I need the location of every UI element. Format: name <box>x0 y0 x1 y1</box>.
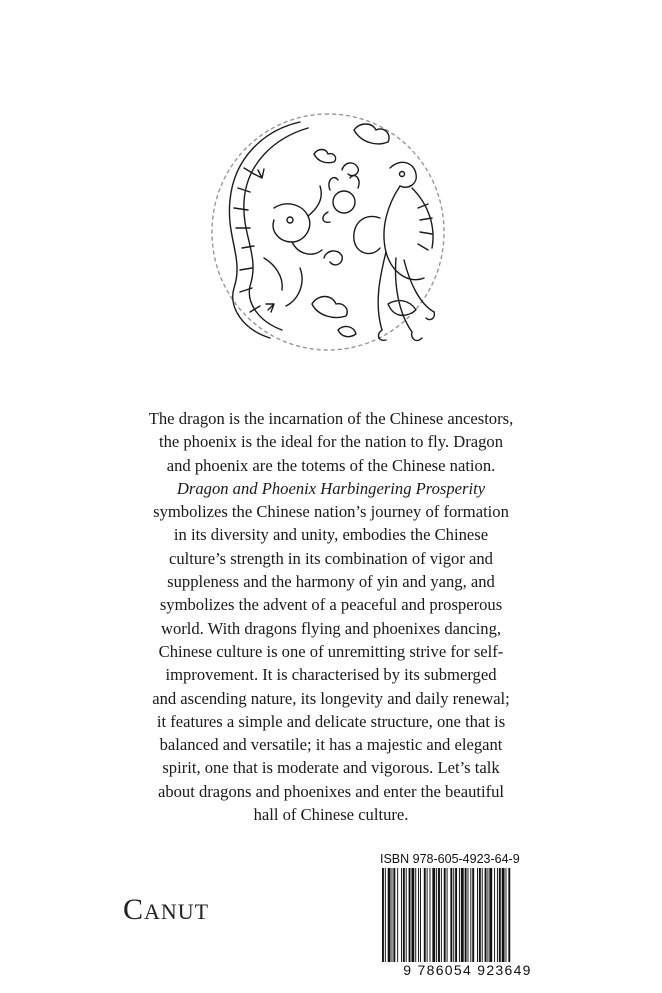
blurb-line: The dragon is the incarnation of the Chinese ancestors, <box>148 409 514 428</box>
blurb-line: about dragons and phoenixes and enter the beautiful <box>157 781 505 801</box>
blurb-line: symbolizes the advent of a peaceful and prosperous <box>159 595 503 615</box>
blurb-line: symbolizes the Chinese nation’s journey of formation <box>153 502 509 522</box>
book-title-line: Dragon and Phoenix Harbingering Prosperity <box>176 478 486 498</box>
barcode-icon <box>380 868 555 962</box>
publisher-name-rest: ANUT <box>144 899 210 924</box>
barcode-digits: 9 786054 923649 <box>403 962 532 978</box>
blurb-line: it features a simple and delicate structure, one that is <box>156 711 506 731</box>
dragon-phoenix-emblem-icon <box>204 108 452 356</box>
publisher-logo <box>123 893 209 927</box>
blurb-line: in its diversity and unity, embodies the Chinese <box>173 525 489 545</box>
blurb-line: improvement. It is characterised by its submerged <box>165 665 497 685</box>
back-cover-blurb <box>100 407 562 826</box>
blurb-line: Chinese culture is one of unremitting strive for self- <box>158 641 504 661</box>
publisher-initial: C <box>123 893 145 926</box>
blurb-line: and ascending nature, its longevity and daily renewal; <box>152 688 510 708</box>
blurb-line: world. With dragons flying and phoenixes dancing, <box>160 618 502 638</box>
blurb-line: suppleness and the harmony of yin and yang, and <box>167 572 495 592</box>
blurb-line: and phoenix are the totems of the Chinese nation. <box>166 455 496 475</box>
blurb-line: the phoenix is the ideal for the nation to fly. Dragon <box>158 432 504 452</box>
isbn-label: ISBN 978-605-4923-64-9 <box>380 852 520 866</box>
blurb-line: hall of Chinese culture. <box>253 805 409 825</box>
blurb-line: culture’s strength in its combination of vigor and <box>169 548 493 568</box>
blurb-line: balanced and versatile; it has a majestic and elegant <box>159 735 503 755</box>
blurb-line: spirit, one that is moderate and vigorous. Let’s talk <box>162 758 500 778</box>
